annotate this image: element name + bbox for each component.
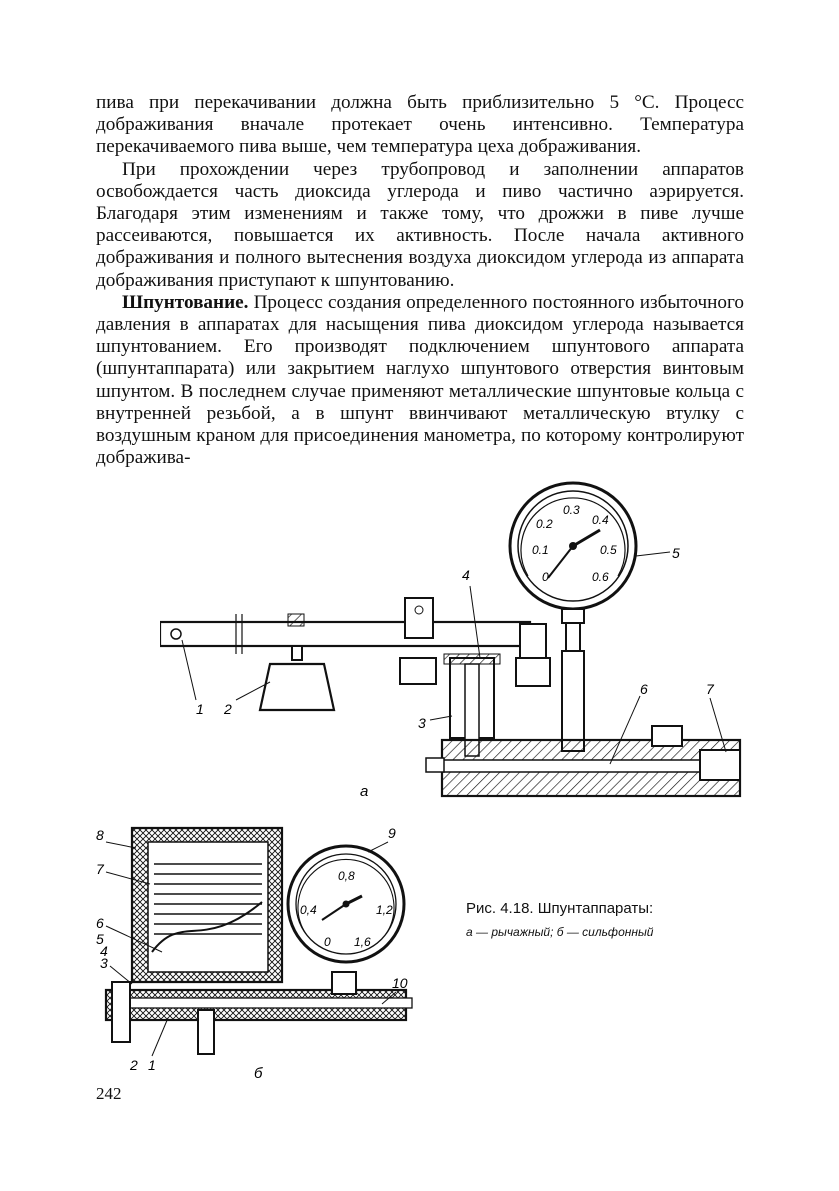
callout-b-7: 7 (96, 861, 104, 877)
callout-a-1: 1 (196, 701, 204, 717)
gauge-b-tick-3: 1,2 (376, 903, 393, 917)
figure-caption (466, 900, 653, 939)
callout-b-1: 1 (148, 1057, 156, 1073)
page-number: 242 (96, 1084, 122, 1103)
callout-a-7: 7 (706, 681, 714, 697)
gauge-b-tick-0: 0 (324, 935, 331, 949)
callout-b-10: 10 (392, 975, 408, 991)
callout-b-4: 4 (100, 943, 108, 959)
figure-lever-apparatus (160, 478, 750, 808)
gauge-a-tick-2: 0.2 (536, 517, 553, 531)
caption-title: Рис. 4.18. Шпунтаппараты: (466, 900, 654, 917)
gauge-b-tick-2: 0,8 (338, 869, 355, 883)
callout-b-8: 8 (96, 827, 104, 843)
callout-b-6: 6 (96, 915, 104, 931)
callout-a-6: 6 (640, 681, 648, 697)
gauge-b-tick-1: 0,4 (300, 903, 317, 917)
term-bold: Шпунтование. (122, 291, 249, 313)
gauge-b-tick-4: 1,6 (354, 935, 371, 949)
figure-bellows-apparatus (92, 812, 422, 1082)
paragraph-3 (96, 292, 744, 470)
gauge-a-tick-3: 0.3 (563, 503, 580, 517)
paragraph-1: пива при перекачивании должна быть приблизительно 5 °С. Процесс дображивания вначале протекает очень интенсивно. Температура перекачиваемого пива выше, чем температура цеха дображивания. (96, 92, 744, 158)
body-text (96, 92, 744, 469)
callout-a-4: 4 (462, 567, 470, 583)
callout-a-5: 5 (672, 545, 680, 561)
paragraph-3-text: Процесс создания определенного постоянного избыточного давления в аппаратах для насыщения пива диоксидом углерода называется шпунтованием. Его производят подключением шпунтового аппарата (шпунтаппарата) или закрытием наглухо шпунтового отверстия винтовым шпунтом. В последнем случае применяют металлические шпунтовые кольца с внутренней резьбой, а в шпунт ввинчивают металлическую втулку с воздушным краном для присоединения манометра, по которому контролируют дображива- (96, 291, 744, 469)
gauge-a-tick-5: 0.5 (600, 543, 617, 557)
callout-b-5: 5 (96, 931, 104, 947)
caption-subtitle: а — рычажный; б — сильфонный (466, 925, 654, 939)
callout-b-9: 9 (388, 825, 396, 841)
callout-b-3: 3 (100, 955, 108, 971)
callout-a-2: 2 (224, 701, 232, 717)
callout-b-2: 2 (130, 1057, 138, 1073)
gauge-a-tick-1: 0.1 (532, 543, 549, 557)
paragraph-2: При прохождении через трубопровод и заполнении аппаратов освобождается часть диоксида углерода и пиво частично аэрируется. Благодаря этим изменениям и также тому, что дрожжи в пиве лучше рассеиваются, повышается их активность. После начала активного дображивания и полного вытеснения воздуха диоксидом углерода из аппарата дображивания приступают к шпунтованию. (96, 158, 744, 291)
pressure-gauge-b (288, 846, 404, 962)
pressure-gauge-a (510, 483, 636, 609)
callout-a-3: 3 (418, 715, 426, 731)
gauge-a-tick-4: 0.4 (592, 513, 609, 527)
figure-a-label: а (360, 783, 369, 800)
gauge-a-tick-0: 0 (542, 570, 549, 584)
gauge-a-tick-6: 0.6 (592, 570, 609, 584)
figure-b-label: б (254, 1065, 263, 1082)
